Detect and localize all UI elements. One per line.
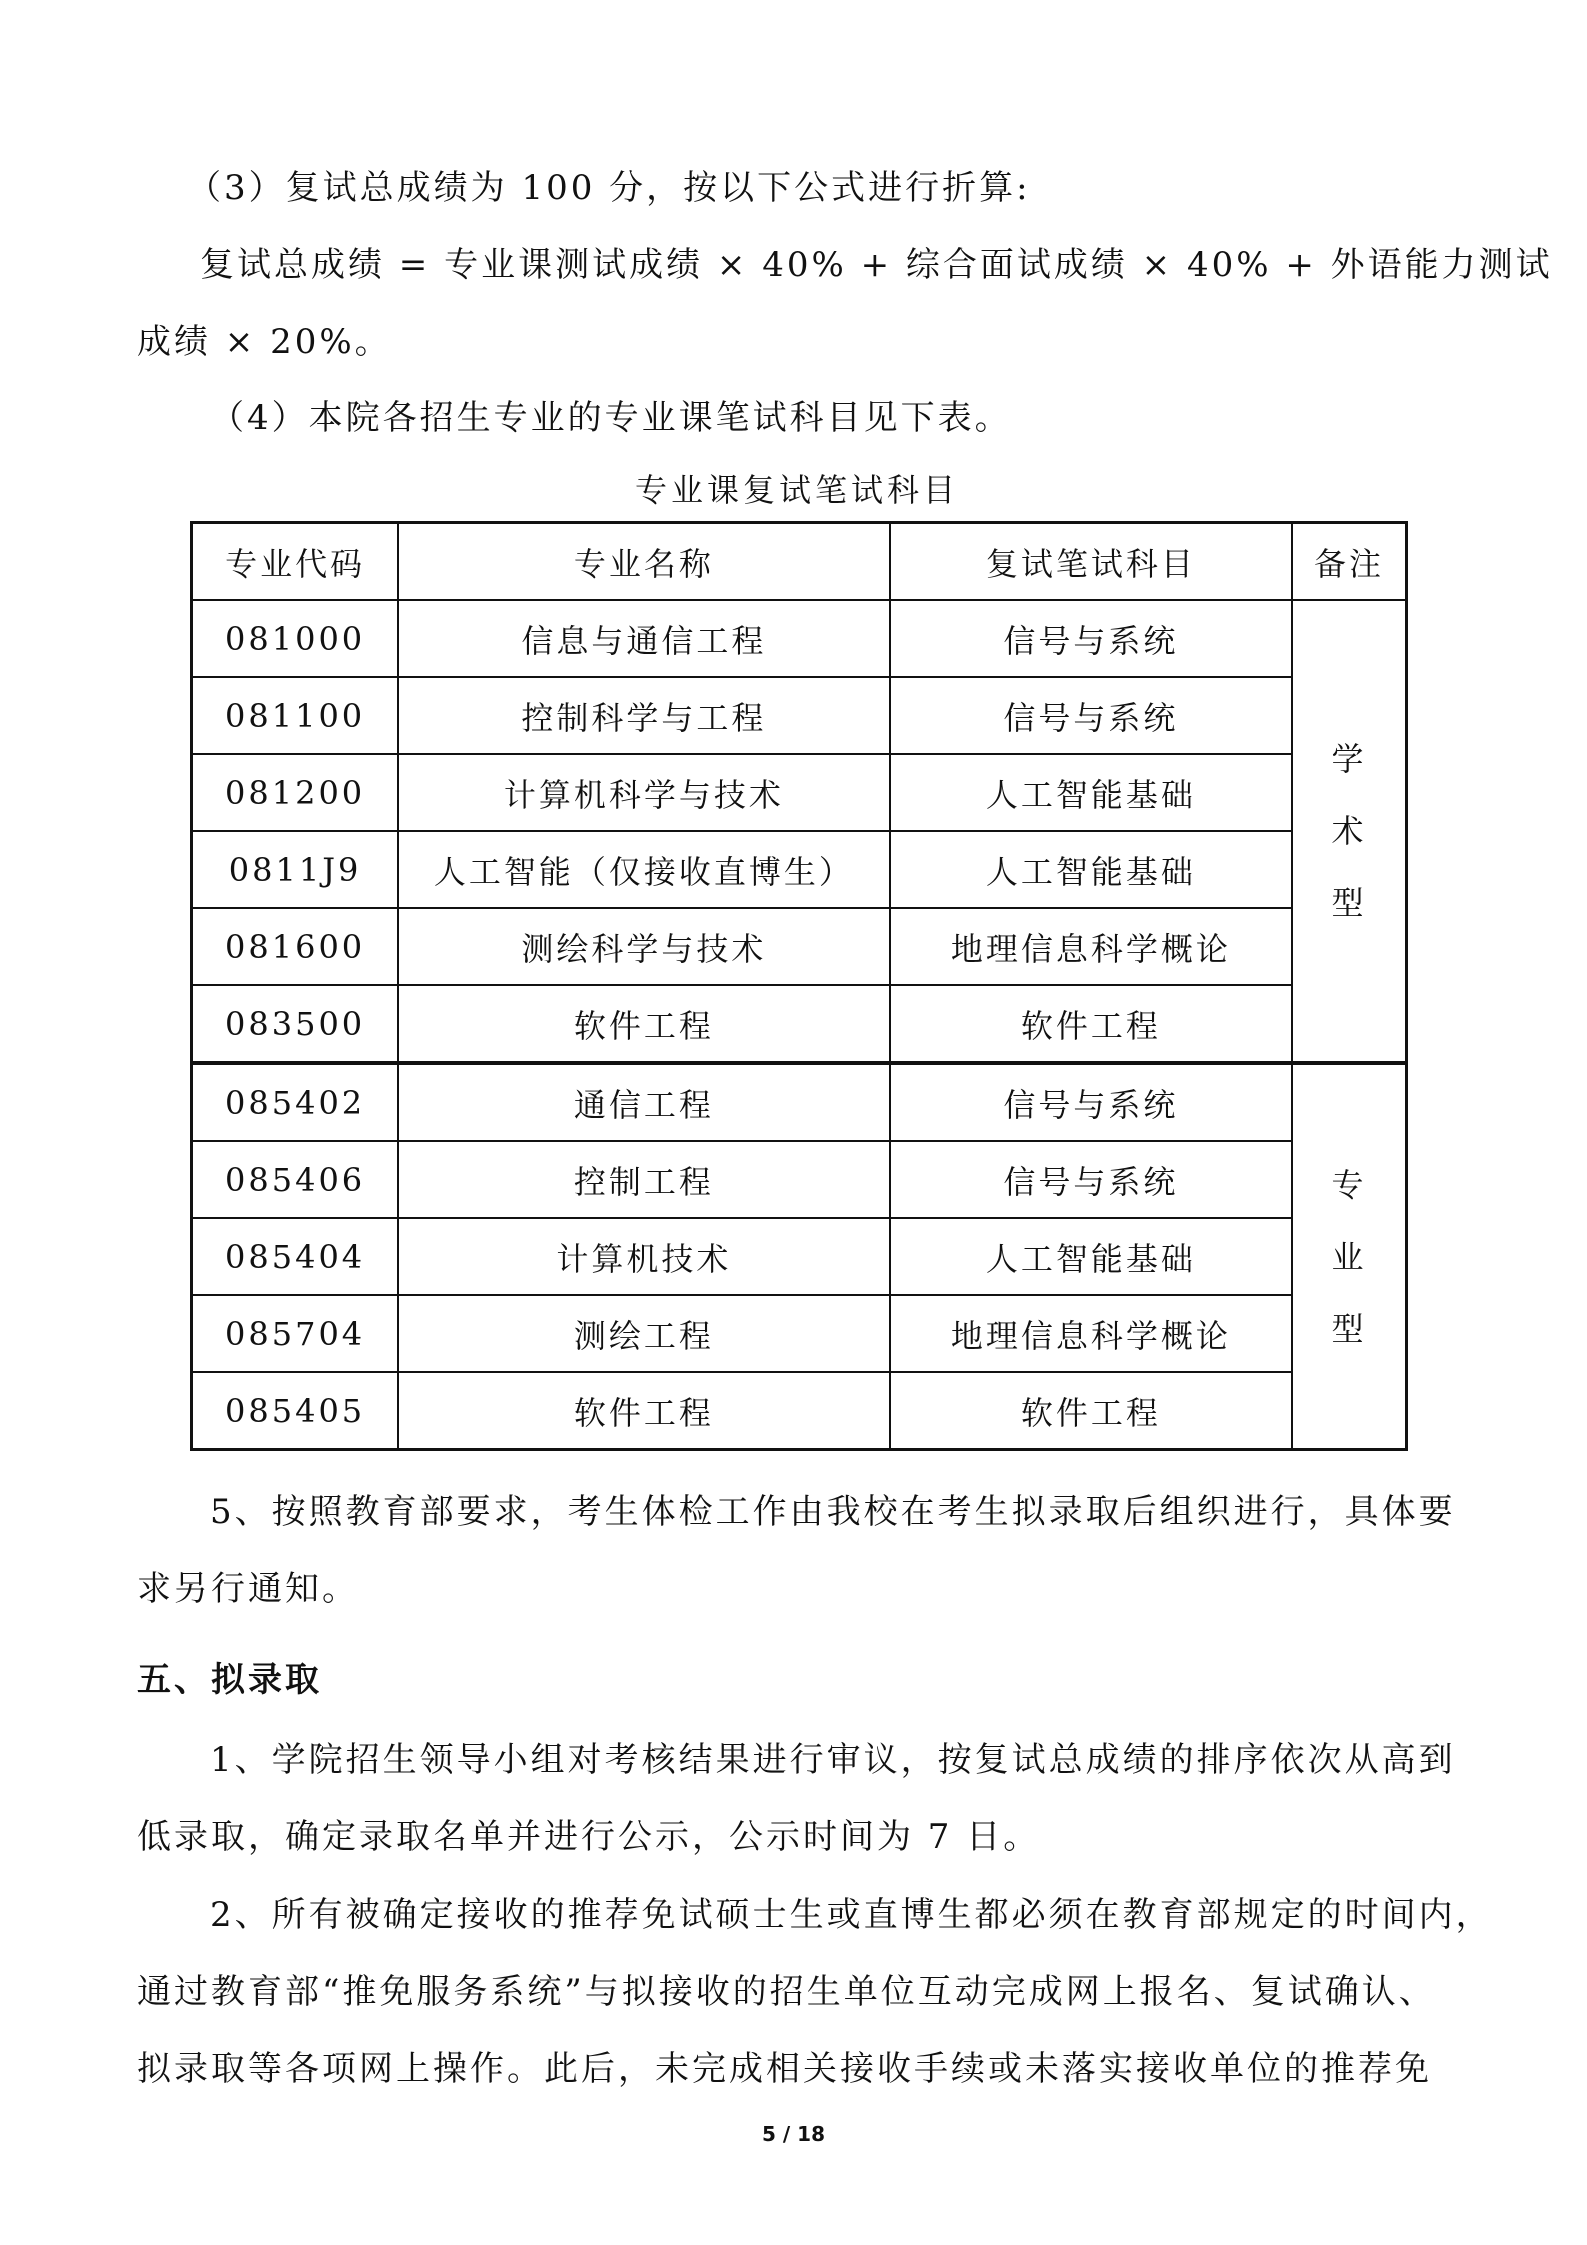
cell-name: 软件工程 — [398, 985, 890, 1063]
cell-code: 085704 — [192, 1295, 399, 1372]
cell-subject: 地理信息科学概论 — [890, 1295, 1292, 1372]
cell-name: 测绘科学与技术 — [398, 908, 890, 985]
paragraph-admission-2-line3: 拟录取等各项网上操作。此后，未完成相关接收手续或未落实接收单位的推荐免 — [137, 2049, 1432, 2089]
paragraph-health-check-line1: 5、按照教育部要求，考生体检工作由我校在考生拟录取后组织进行，具体要 — [210, 1492, 1456, 1532]
cell-name: 计算机科学与技术 — [398, 754, 890, 831]
table-row — [192, 600, 1407, 677]
cell-subject: 人工智能基础 — [890, 831, 1292, 908]
table-row — [192, 1141, 1407, 1218]
table-row — [192, 754, 1407, 831]
note-char: 业 — [1331, 1237, 1367, 1276]
section-heading-admission: 五、拟录取 — [137, 1660, 322, 1700]
table-row — [192, 985, 1407, 1063]
header-name: 专业名称 — [398, 523, 890, 601]
cell-name: 计算机技术 — [398, 1218, 890, 1295]
cell-subject: 人工智能基础 — [890, 1218, 1292, 1295]
table-caption: 专业课复试笔试科目 — [634, 471, 959, 509]
cell-subject: 信号与系统 — [890, 677, 1292, 754]
note-char: 术 — [1331, 812, 1367, 850]
cell-code: 085404 — [192, 1218, 399, 1295]
cell-name: 人工智能（仅接收直博生） — [398, 831, 890, 908]
table-row — [192, 1218, 1407, 1295]
cell-subject: 信号与系统 — [890, 1063, 1292, 1141]
table-row — [192, 831, 1407, 908]
header-note: 备注 — [1292, 523, 1407, 601]
page-number: 5 / 18 — [762, 2122, 825, 2146]
table-header-row — [192, 523, 1407, 601]
note-char: 学 — [1331, 740, 1367, 778]
table-row — [192, 1063, 1407, 1141]
note-char: 型 — [1331, 884, 1367, 922]
paragraph-formula-intro: （3）复试总成绩为 100 分，按以下公式进行折算: — [187, 168, 1031, 208]
header-subject: 复试笔试科目 — [890, 523, 1292, 601]
table-row — [192, 908, 1407, 985]
header-code: 专业代码 — [192, 523, 399, 601]
cell-subject: 人工智能基础 — [890, 754, 1292, 831]
paragraph-health-check-line2: 求另行通知。 — [137, 1569, 359, 1609]
cell-code: 081600 — [192, 908, 399, 985]
cell-code: 081100 — [192, 677, 399, 754]
cell-code: 081000 — [192, 600, 399, 677]
paragraph-table-intro: （4）本院各招生专业的专业课笔试科目见下表。 — [210, 398, 1012, 438]
cell-name: 软件工程 — [398, 1372, 890, 1450]
cell-subject: 信号与系统 — [890, 1141, 1292, 1218]
cell-subject: 软件工程 — [890, 1372, 1292, 1450]
note-char: 专 — [1331, 1165, 1367, 1204]
cell-code: 0811J9 — [192, 831, 399, 908]
note-professional — [1292, 1063, 1407, 1450]
table-row — [192, 677, 1407, 754]
cell-subject: 地理信息科学概论 — [890, 908, 1292, 985]
cell-name: 通信工程 — [398, 1063, 890, 1141]
cell-code: 085405 — [192, 1372, 399, 1450]
cell-name: 控制科学与工程 — [398, 677, 890, 754]
paragraph-admission-1-line2: 低录取，确定录取名单并进行公示，公示时间为 7 日。 — [137, 1817, 1041, 1857]
paragraph-formula-line2: 成绩 × 20%。 — [137, 322, 392, 362]
paragraph-admission-2-line2: 通过教育部“推免服务系统”与拟接收的招生单位互动完成网上报名、复试确认、 — [137, 1972, 1436, 2012]
cell-subject: 信号与系统 — [890, 600, 1292, 677]
note-char: 型 — [1331, 1309, 1367, 1348]
cell-code: 083500 — [192, 985, 399, 1063]
cell-subject: 软件工程 — [890, 985, 1292, 1063]
cell-code: 085402 — [192, 1063, 399, 1141]
paragraph-admission-1-line1: 1、学院招生领导小组对考核结果进行审议，按复试总成绩的排序依次从高到 — [210, 1740, 1456, 1780]
note-academic — [1292, 600, 1407, 1063]
cell-code: 081200 — [192, 754, 399, 831]
paragraph-formula-line1: 复试总成绩 = 专业课测试成绩 × 40% + 综合面试成绩 × 40% + 外语能力测试 — [200, 245, 1553, 285]
cell-code: 085406 — [192, 1141, 399, 1218]
subjects-table — [190, 521, 1408, 1451]
table-row — [192, 1372, 1407, 1450]
cell-name: 测绘工程 — [398, 1295, 890, 1372]
table-row — [192, 1295, 1407, 1372]
paragraph-admission-2-line1: 2、所有被确定接收的推荐免试硕士生或直博生都必须在教育部规定的时间内， — [210, 1895, 1493, 1935]
cell-name: 控制工程 — [398, 1141, 890, 1218]
cell-name: 信息与通信工程 — [398, 600, 890, 677]
